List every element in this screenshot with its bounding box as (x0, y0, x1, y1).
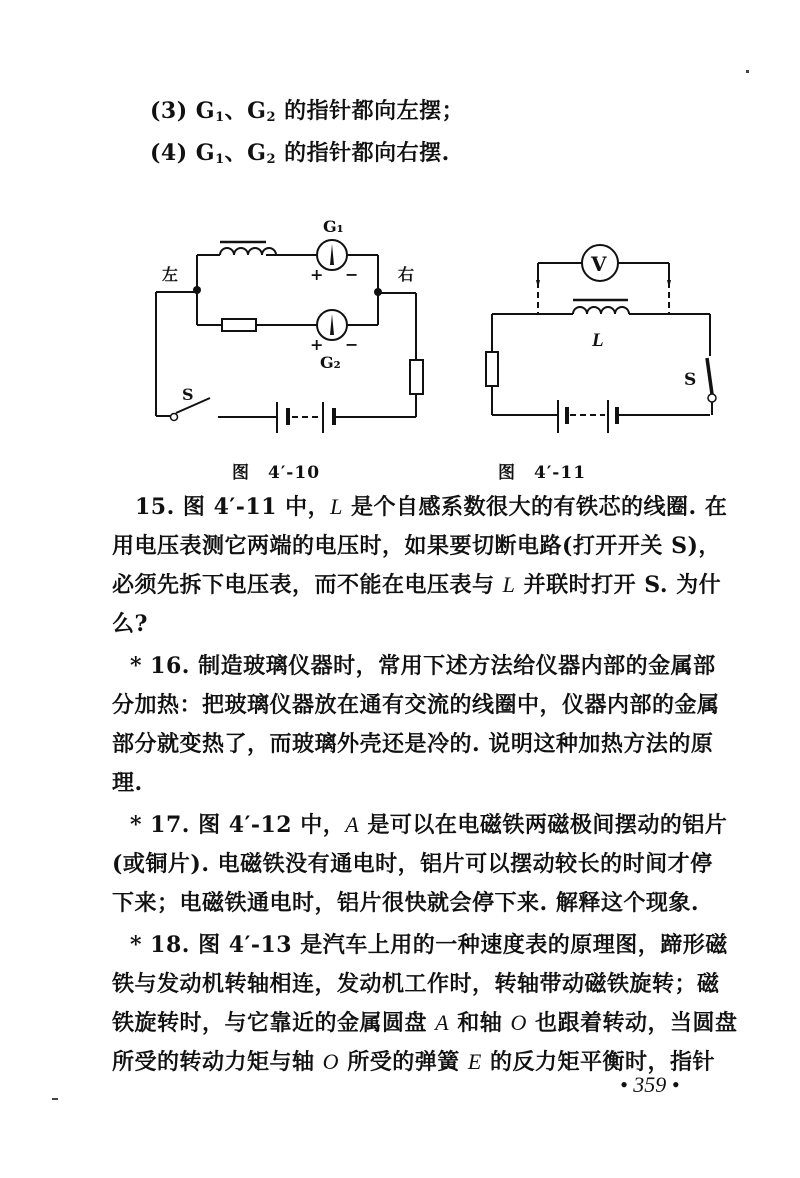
option-3-text: 的指针都向左摆； (276, 98, 465, 124)
left-label: 左 (162, 265, 179, 284)
g2-symbol: G (247, 98, 267, 124)
problem-17-line-2: (或铜片). 电磁铁没有通电时，铝片可以摆动较长的时间才停 (112, 851, 713, 877)
text: 的反力矩平衡时，指针 (481, 1049, 716, 1075)
g2-plus: + (310, 335, 324, 354)
problem-16-line-4: 理. (112, 770, 143, 796)
switch-pivot (171, 414, 178, 421)
text: 并联时打开 S. 为什 (515, 572, 722, 598)
text: 15. 图 4′-11 中， (135, 494, 331, 520)
problem-16-line-2: 分加热：把玻璃仪器放在通有交流的线圈中，仪器内部的金属 (112, 692, 720, 718)
var-o: O (510, 1010, 527, 1035)
problem-17-line-3: 下来；电磁铁通电时，铝片很快就会停下来. 解释这个现象. (112, 890, 699, 916)
g2-minus: − (345, 335, 359, 354)
var-l: L (502, 572, 516, 597)
switch-pivot (708, 394, 716, 402)
inductor-label: L (592, 330, 604, 351)
option-3 (150, 96, 464, 133)
g2-needle (330, 314, 334, 335)
switch-label: S (182, 385, 194, 404)
text: * 17. 图 4′-12 中， (130, 812, 346, 838)
var-a: A (435, 1010, 450, 1035)
junction-left (193, 286, 201, 294)
text: 也跟着转动，当圆盘 (526, 1010, 738, 1036)
problem-15-line-4: 么? (112, 611, 148, 637)
g1-minus: − (345, 265, 359, 284)
g1-subscript: 1 (215, 110, 225, 125)
page-number: • 359 • (620, 1072, 680, 1097)
problem-15-line-2: 用电压表测它两端的电压时，如果要切断电路(打开开关 S)， (112, 533, 721, 559)
g1-symbol: G (195, 140, 216, 166)
probe-left (536, 280, 540, 288)
g1-subscript: 1 (215, 152, 225, 167)
problem-18-line-1: * 18. 图 4′-13 是汽车上用的一种速度表的原理图，蹄形磁 (130, 932, 728, 958)
g1-needle (330, 244, 334, 265)
text: 所受的转动力矩与轴 (112, 1049, 323, 1075)
option-4-prefix: (4) (150, 140, 196, 166)
var-o: O (322, 1049, 340, 1074)
var-a: A (345, 812, 360, 837)
text: 铁旋转时，与它靠近的金属圆盘 (112, 1010, 436, 1036)
var-e: E (467, 1049, 482, 1074)
problem-15-line-3 (112, 570, 721, 600)
circuit-diagram-fig-4-10 (140, 210, 440, 460)
g2-label: G₂ (320, 353, 341, 372)
inductor-coil-l (573, 307, 629, 314)
circuit-diagram-fig-4-11 (470, 230, 730, 440)
figure-caption-4-10: 图 4′-10 (232, 463, 321, 483)
junction-right (374, 288, 382, 296)
option-4 (150, 138, 450, 175)
text: 和轴 (449, 1010, 511, 1036)
option-3-prefix: (3) (150, 98, 196, 124)
text: 是可以在电磁铁两磁极间摆动的铝片 (359, 812, 728, 838)
probe-right (667, 280, 671, 288)
problem-17-line-1 (130, 810, 727, 840)
voltmeter-label: V (591, 252, 607, 276)
problem-18-line-3 (112, 1008, 738, 1038)
scan-speck (52, 1098, 58, 1100)
text: 必须先拆下电压表，而不能在电压表与 (112, 572, 503, 598)
problem-16-line-1: * 16. 制造玻璃仪器时，常用下述方法给仪器内部的金属部 (130, 653, 716, 679)
problem-18-line-2: 铁与发动机转轴相连，发动机工作时，转轴带动磁铁旋转；磁 (112, 971, 720, 997)
g2-subscript: 2 (266, 110, 276, 125)
text: 所受的弹簧 (339, 1049, 468, 1075)
switch-label: S (684, 370, 697, 390)
g1-label: G₁ (323, 217, 344, 236)
separator: 、 (224, 98, 248, 124)
scan-speck (746, 70, 749, 73)
figure-caption-4-11: 图 4′-11 (498, 463, 587, 483)
inductor-coil (220, 248, 276, 255)
separator: 、 (224, 140, 248, 166)
g2-subscript: 2 (266, 152, 276, 167)
g1-plus: + (310, 265, 324, 284)
g1-symbol: G (195, 98, 216, 124)
problem-16-line-3: 部分就变热了，而玻璃外壳还是冷的. 说明这种加热方法的原 (112, 731, 714, 757)
var-l: L (330, 494, 343, 519)
text: 是个自感系数很大的有铁芯的线圈. 在 (342, 494, 728, 520)
problem-15-line-1 (135, 492, 727, 522)
g2-symbol: G (247, 140, 267, 166)
right-label: 右 (398, 265, 415, 284)
option-4-text: 的指针都向右摆. (276, 140, 450, 166)
